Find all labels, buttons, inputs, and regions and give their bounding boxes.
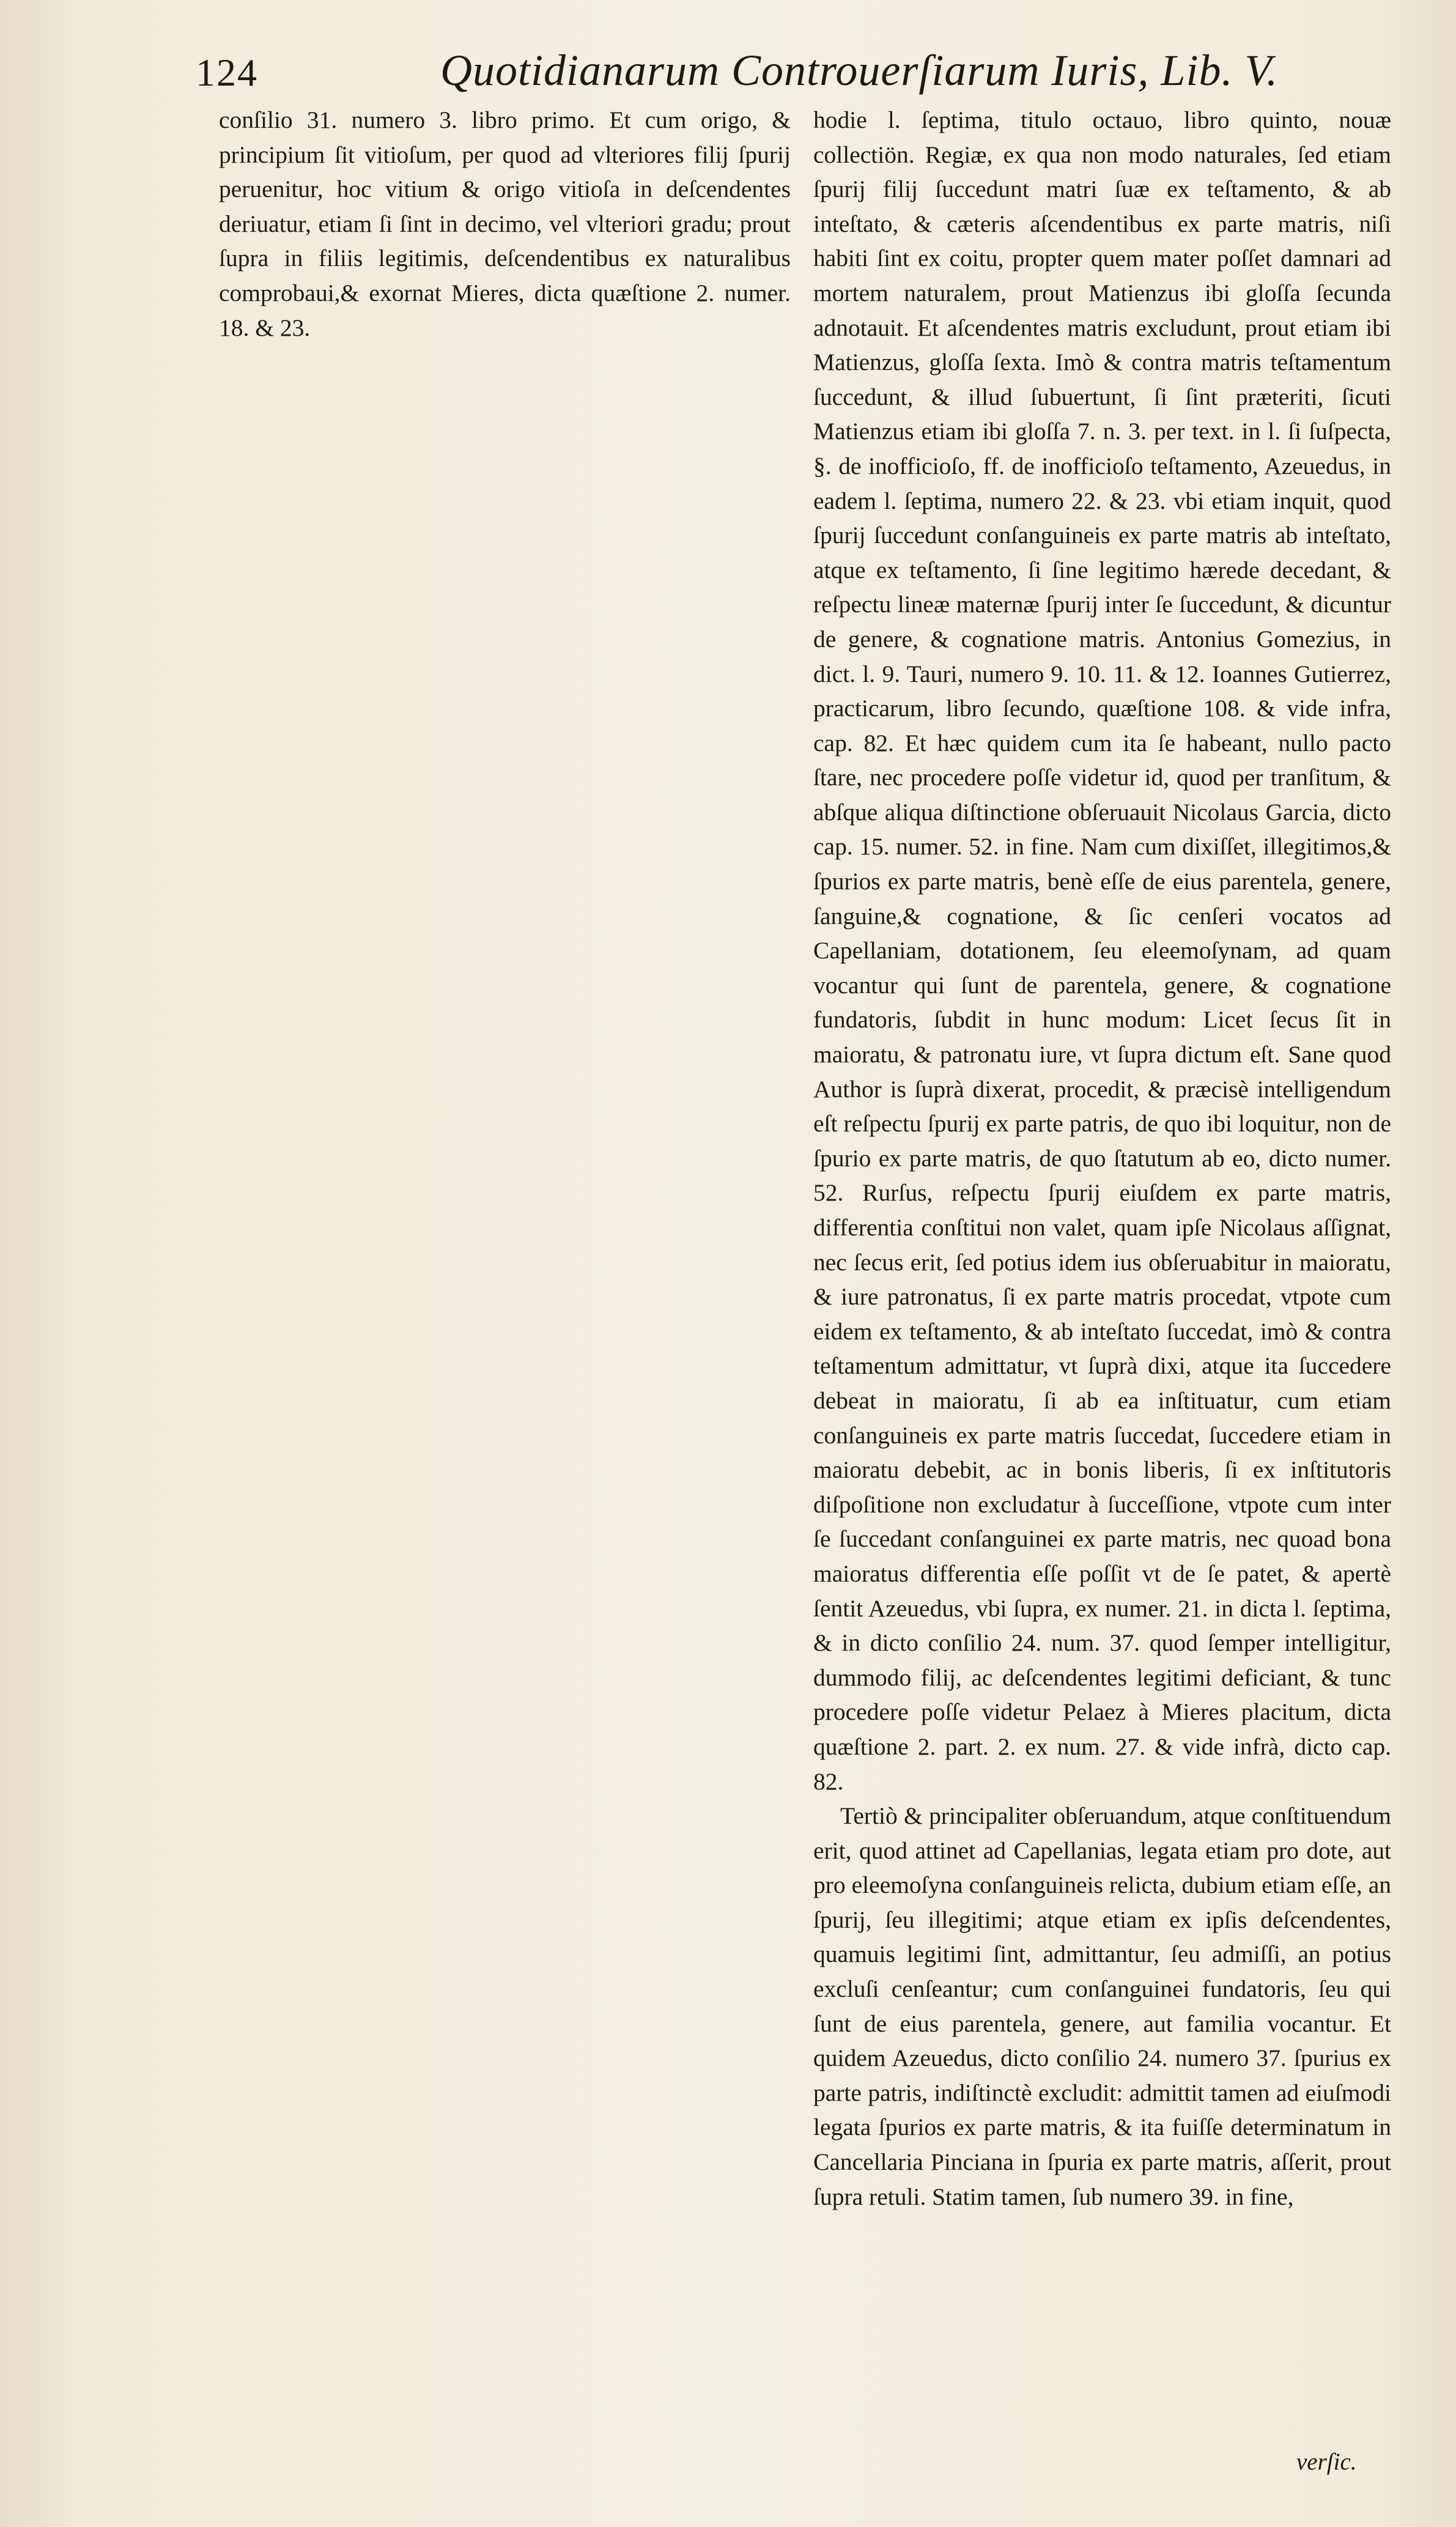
left-paragraph-1: conſilio 31. numero 3. libro primo. Et cum origo, & principium ſit vitioſum, per quod ad vlteriores filij ſpurij peruenitur, hoc vitium & origo vitioſa in deſcendentes deriuatur, etiam ſi ſint in decimo, vel vlteriori gradu; prout ſupra in filiis legitimis, deſcendentibus ex naturalibus comprobaui,& exornat Mieres, dicta quæſtione 2. numer. 18. & 23. bbox=[219, 106, 791, 341]
left-column bbox=[219, 103, 791, 2463]
page-header bbox=[196, 45, 1279, 106]
right-paragraph-1: hodie l. ſeptima, titulo octauo, libro quinto, nouæ collectiön. Regiæ, ex qua non modo naturales, ſed etiam ſpurij filij ſuccedunt matri ſuæ ex teſtamento, & ab inteſtato, & cæteris aſcendentibus ex parte matris, niſi habiti ſint ex coitu, propter quem mater poſſet damnari ad mortem naturalem, prout Matienzus ibi gloſſa ſecunda adnotauit. Et aſcendentes matris excludunt, prout etiam ibi Matienzus, gloſſa ſexta. Imò & contra matris teſtamentum ſuccedunt, & illud ſubuertunt, ſi ſint præteriti, ſicuti Matienzus etiam ibi gloſſa 7. n. 3. per text. in l. ſi ſuſpecta, §. de inofficioſo, ff. de inofficioſo teſtamento, Azeuedus, in eadem l. ſeptima, numero 22. & 23. vbi etiam inquit, quod ſpurij ſuccedunt conſanguineis ex parte matris ab inteſtato, atque ex teſtamento, ſi ſine legitimo hærede decedant, & reſpectu lineæ maternæ ſpurij inter ſe ſuccedunt, & dicuntur de genere, & cognatione matris. Antonius Gomezius, in dict. l. 9. Tauri, numero 9. 10. 11. & 12. Ioannes Gutierrez, practicarum, libro ſecundo, quæſtione 108. & vide infra, cap. 82. Et hæc quidem cum ita ſe habeant, nullo pacto ſtare, nec procedere poſſe videtur id, quod per tranſitum, & abſque aliqua diſtinctione obſeruauit Nicolaus Garcia, dicto cap. 15. numer. 52. in fine. Nam cum dixiſſet, illegitimos,& ſpurios ex parte matris, benè eſſe de eius parentela, genere, ſanguine,& cognatione, & ſic cenſeri vocatos ad Capellaniam, dotationem, ſeu eleemoſynam, ad quam vocantur qui ſunt de parentela, genere, & cognatione fundatoris, ſubdit in hunc modum: Licet ſecus ſit in maioratu, & patronatu iure, vt ſupra dictum eſt. Sane quod Author is ſuprà dixerat, procedit, & præcisè intelligendum eſt reſpectu ſpurij ex parte patris, de quo ibi loquitur, non de ſpurio ex parte matris, de quo ſtatutum ab eo, dicto numer. 52. Rurſus, reſpectu ſpurij eiuſdem ex parte matris, differentia conſtitui non valet, quam ipſe Nicolaus aſſignat, nec ſecus erit, ſed potius idem ius obſeruabitur in maioratu, & iure patronatus, ſi ex parte matris procedat, vtpote cum eidem ex teſtamento, & ab inteſtato ſuccedat, imò & contra teſtamentum admittatur, vt ſuprà dixi, atque ita ſuccedere debeat in maioratu, ſi ab ea inſtituatur, cum etiam conſanguineis ex parte matris ſuccedat, ſuccedere etiam in maioratu debebit, ac in bonis liberis, ſi ex inſtitutoris diſpoſitione non excludatur à ſucceſſione, vtpote cum inter ſe ſuccedant conſanguinei ex parte matris, nec quoad bona maioratus differentia eſſe poſſit vt de ſe patet, & apertè ſentit Azeuedus, vbi ſupra, ex numer. 21. in dicta l. ſeptima, & in dicto conſilio 24. num. 37. quod ſemper intelligitur, dummodo filij, ac deſcendentes legitimi deficiant, & tunc procedere poſſe videtur Pelaez à Mieres placitum, dicta quæſtione 2. part. 2. ex num. 27. & vide infrà, dicto cap. 82. bbox=[813, 106, 1391, 1795]
right-paragraph-2: Tertiò & principaliter obſeruandum, atque conſtituendum erit, quod attinet ad Capellanias, legata etiam pro dote, aut pro eleemoſyna conſanguineis relicta, dubium etiam eſſe, an ſpurij, ſeu illegitimi; atque etiam ex ipſis deſcendentes, quamuis legitimi ſint, admittantur, ſeu admiſſi, an potius excluſi cenſeantur; cum conſanguinei fundatoris, ſeu qui ſunt de eius parentela, genere, aut familia vocantur. Et quidem Azeuedus, dicto conſilio 24. numero 37. ſpurius ex parte patris, indiſtinctè excludit: admittit tamen ad eiuſmodi legata ſpurios ex parte matris, & ita fuiſſe determinatum in Cancellaria Pinciana in ſpuria ex parte matris, aſſerit, prout ſupra retuli. Statim tamen, ſub numero 39. in fine, bbox=[813, 1802, 1391, 2210]
right-column bbox=[813, 103, 1391, 2463]
running-title: Quotidianarum Controuerſiarum Iuris, Lib. V. bbox=[440, 46, 1279, 95]
catchword: verſic. bbox=[1296, 2449, 1357, 2475]
page-number: 124 bbox=[196, 51, 258, 94]
